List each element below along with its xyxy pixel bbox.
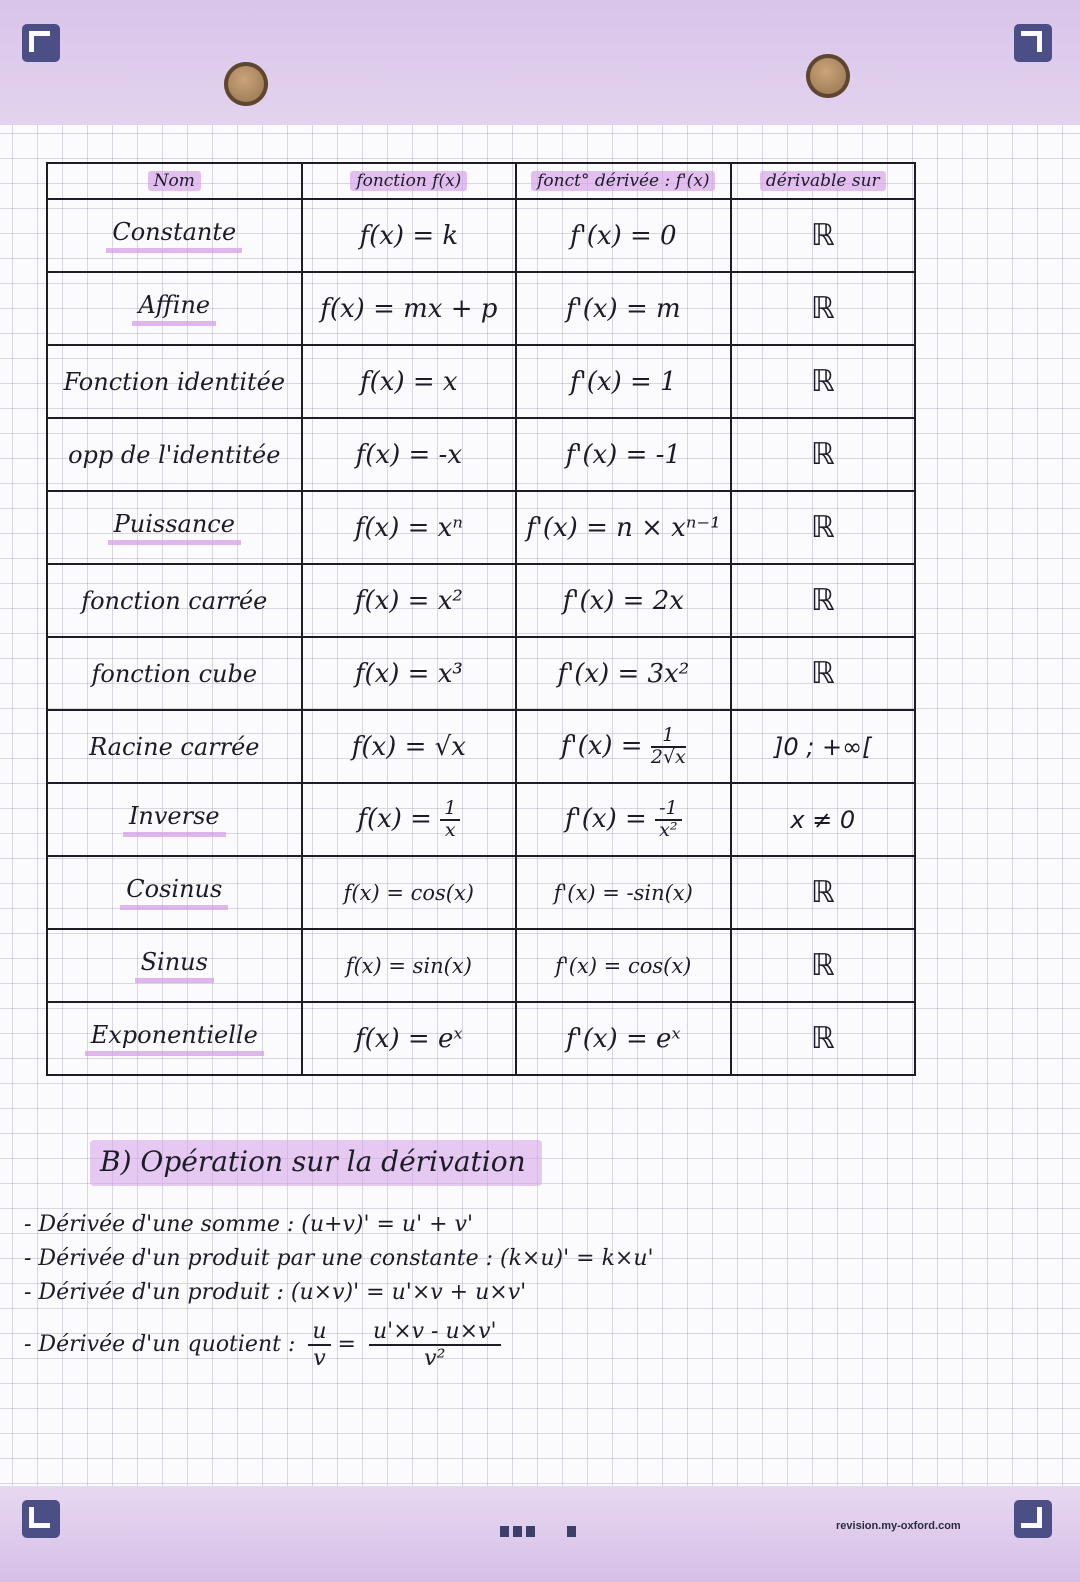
- row-function: f(x) = cos(x): [302, 856, 516, 929]
- row-name: fonction carrée: [47, 564, 302, 637]
- page-dot: [500, 1526, 509, 1537]
- derivative-fraction: [655, 796, 682, 841]
- row-name: Fonction identitée: [47, 345, 302, 418]
- row-name: Sinus: [47, 929, 302, 1002]
- table-row: [47, 637, 915, 710]
- quotient-lhs-fraction: [308, 1319, 330, 1372]
- row-name: opp de l'identitée: [47, 418, 302, 491]
- row-domain: x ≠ 0: [731, 783, 915, 856]
- page-indicator: [500, 1522, 580, 1541]
- row-name: Cosinus: [47, 856, 302, 929]
- corner-top-right-icon: [1014, 24, 1052, 62]
- row-derivative: f'(x) = cos(x): [516, 929, 730, 1002]
- binder-hole-left: [224, 62, 268, 106]
- row-name: Inverse: [47, 783, 302, 856]
- table-row: [47, 856, 915, 929]
- row-derivative: [516, 783, 730, 856]
- row-derivative: f'(x) = eˣ: [516, 1002, 730, 1075]
- row-function: f(x) = k: [302, 199, 516, 272]
- corner-bottom-right-icon: [1014, 1500, 1052, 1538]
- row-domain: ℝ: [731, 199, 915, 272]
- table-row: [47, 710, 915, 783]
- row-name: Racine carrée: [47, 710, 302, 783]
- function-prefix: f(x) =: [357, 803, 432, 834]
- derivative-fraction: [650, 723, 686, 768]
- list-item: - Dérivée d'un produit par une constante : (k×u)' = k×u': [24, 1246, 654, 1271]
- fraction-numerator: u: [308, 1319, 330, 1346]
- fraction-denominator: x: [444, 818, 456, 841]
- row-name: Puissance: [47, 491, 302, 564]
- quotient-label: - Dérivée d'un quotient :: [24, 1332, 296, 1357]
- table-row: [47, 1002, 915, 1075]
- row-function: f(x) = x³: [302, 637, 516, 710]
- row-name: Affine: [47, 272, 302, 345]
- fraction-denominator: 2√x: [650, 745, 686, 768]
- table-row: [47, 929, 915, 1002]
- row-derivative: f'(x) = -sin(x): [516, 856, 730, 929]
- row-name: Exponentielle: [47, 1002, 302, 1075]
- row-derivative: f'(x) = 1: [516, 345, 730, 418]
- table-row: [47, 564, 915, 637]
- header-name: Nom: [47, 163, 302, 199]
- table-header-row: [47, 163, 915, 199]
- binder-hole-right: [806, 54, 850, 98]
- row-name: Constante: [47, 199, 302, 272]
- row-domain: ℝ: [731, 564, 915, 637]
- corner-bottom-left-icon: [22, 1500, 60, 1538]
- row-function: f(x) = x²: [302, 564, 516, 637]
- row-derivative: f'(x) = m: [516, 272, 730, 345]
- row-function: f(x) = xⁿ: [302, 491, 516, 564]
- derivative-prefix: f'(x) =: [565, 803, 647, 834]
- row-domain: ℝ: [731, 1002, 915, 1075]
- top-band: [0, 0, 1080, 125]
- quotient-rhs-fraction: [369, 1319, 501, 1372]
- header-domain: dérivable sur: [731, 163, 915, 199]
- table-row: [47, 272, 915, 345]
- row-domain: ℝ: [731, 272, 915, 345]
- row-domain: ℝ: [731, 345, 915, 418]
- list-item: - Dérivée d'une somme : (u+v)' = u' + v': [24, 1212, 474, 1237]
- page-dot: [513, 1526, 522, 1537]
- row-function: f(x) = eˣ: [302, 1002, 516, 1075]
- row-function: f(x) = sin(x): [302, 929, 516, 1002]
- fraction-numerator: u'×v - u×v': [369, 1319, 501, 1346]
- quotient-equals: =: [337, 1332, 356, 1357]
- row-domain: ℝ: [731, 856, 915, 929]
- table-row: [47, 345, 915, 418]
- fraction-numerator: 1: [651, 726, 686, 748]
- rules-list: [24, 1208, 654, 1380]
- section-title: B) Opération sur la dérivation: [90, 1140, 542, 1186]
- table-row: [47, 783, 915, 856]
- fraction-numerator: 1: [440, 799, 460, 821]
- row-function: f(x) = √x: [302, 710, 516, 783]
- table-row: [47, 418, 915, 491]
- table-row: [47, 199, 915, 272]
- fraction-denominator: v²: [424, 1346, 446, 1371]
- row-derivative: f'(x) = -1: [516, 418, 730, 491]
- list-item: - Dérivée d'un produit : (u×v)' = u'×v + u×v': [24, 1280, 527, 1305]
- header-function: fonction f(x): [302, 163, 516, 199]
- row-domain: ℝ: [731, 418, 915, 491]
- row-derivative: f'(x) = 3x²: [516, 637, 730, 710]
- corner-top-left-icon: [22, 24, 60, 62]
- row-derivative: f'(x) = 2x: [516, 564, 730, 637]
- row-derivative: f'(x) = n × xⁿ⁻¹: [516, 491, 730, 564]
- row-function: f(x) = -x: [302, 418, 516, 491]
- list-item: [24, 1310, 654, 1380]
- row-domain: ]0 ; +∞[: [731, 710, 915, 783]
- row-name: fonction cube: [47, 637, 302, 710]
- row-domain: ℝ: [731, 929, 915, 1002]
- row-derivative: f'(x) = 0: [516, 199, 730, 272]
- header-derivative: fonct° dérivée : f'(x): [516, 163, 730, 199]
- page-dot: [567, 1526, 576, 1537]
- row-domain: ℝ: [731, 637, 915, 710]
- table-row: [47, 491, 915, 564]
- row-function: f(x) = x: [302, 345, 516, 418]
- fraction-denominator: v: [313, 1346, 326, 1371]
- fraction-denominator: x²: [659, 818, 678, 841]
- row-domain: ℝ: [731, 491, 915, 564]
- watermark: revision.my-oxford.com: [836, 1520, 961, 1532]
- page-dot: [526, 1526, 535, 1537]
- derivatives-table: [46, 162, 916, 1076]
- row-function: f(x) = mx + p: [302, 272, 516, 345]
- row-function: [302, 783, 516, 856]
- fraction-numerator: -1: [655, 799, 682, 821]
- derivative-prefix: f'(x) =: [560, 730, 643, 761]
- row-derivative: [516, 710, 730, 783]
- function-fraction: [440, 796, 460, 841]
